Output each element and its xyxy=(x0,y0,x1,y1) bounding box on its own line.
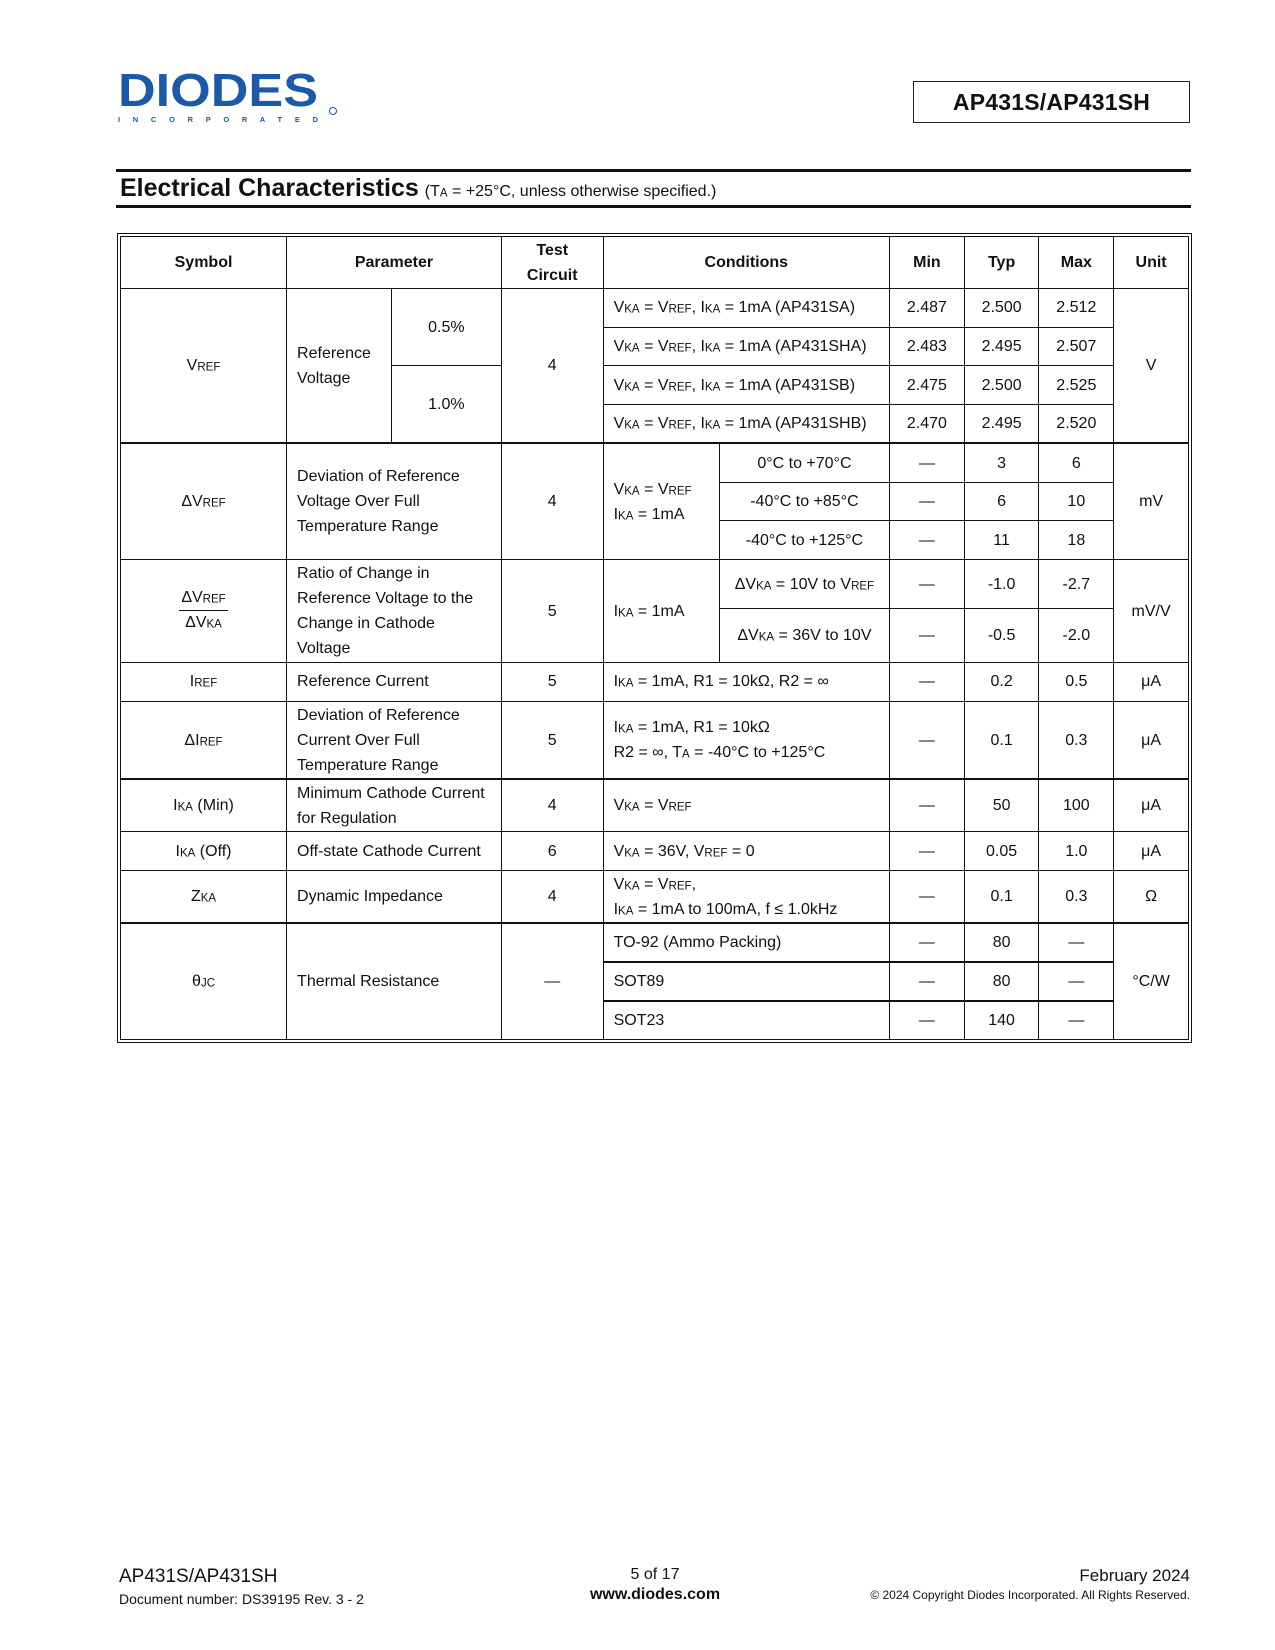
vref-parameter: Reference Voltage xyxy=(287,289,392,444)
ikaoff-typ: 0.05 xyxy=(964,832,1039,871)
theta-typ: 140 xyxy=(964,1001,1039,1040)
dvref-max: 10 xyxy=(1039,482,1114,521)
zka-symbol: $Z_{KA}$ xyxy=(121,871,287,924)
section-rule-bottom xyxy=(116,205,1191,208)
ratio-range: $\Delta V_{KA} = 10V$ to $V_{REF}$ xyxy=(719,560,889,609)
iref-max: 0.5 xyxy=(1039,663,1114,702)
dvref-condition: $V_{KA} = V_{REF}$ $I_{KA} = 1mA$ xyxy=(603,443,719,559)
dvref-symbol: $\Delta V_{REF}$ xyxy=(121,443,287,559)
ratio-min: — xyxy=(890,609,965,663)
footer-copyright: © 2024 Copyright Diodes Incorporated. All Rights Reserved. xyxy=(870,1588,1190,1602)
iref-unit: μA xyxy=(1114,663,1189,702)
footer-page-number: 5 of 17 xyxy=(630,1566,680,1583)
header-parameter: Parameter xyxy=(287,237,502,289)
vref-typ: 2.495 xyxy=(964,327,1039,366)
ratio-max: -2.7 xyxy=(1039,560,1114,609)
ikamin-test-circuit: 4 xyxy=(501,779,603,832)
dvref-range: -40°C to +125°C xyxy=(719,521,889,560)
diref-symbol: $\Delta I_{REF}$ xyxy=(121,701,287,779)
ikamin-parameter: Minimum Cathode Current for Regulation xyxy=(287,779,502,832)
table-row xyxy=(121,701,1189,779)
dvref-max: 18 xyxy=(1039,521,1114,560)
vref-typ: 2.500 xyxy=(964,289,1039,328)
iref-typ: 0.2 xyxy=(964,663,1039,702)
table-row xyxy=(121,779,1189,832)
ikaoff-parameter: Off-state Cathode Current xyxy=(287,832,502,871)
table-row xyxy=(121,663,1189,702)
zka-parameter: Dynamic Impedance xyxy=(287,871,502,924)
ikaoff-condition: $V_{KA} = 36V$, $V_{REF} = 0$ xyxy=(603,832,889,871)
zka-unit: Ω xyxy=(1114,871,1189,924)
footer-document-number: Document number: DS39195 Rev. 3 - 2 xyxy=(119,1591,364,1607)
theta-typ: 80 xyxy=(964,923,1039,962)
vref-max: 2.507 xyxy=(1039,327,1114,366)
vref-unit: V xyxy=(1114,289,1189,444)
electrical-characteristics-table xyxy=(117,233,1192,1043)
ikaoff-max: 1.0 xyxy=(1039,832,1114,871)
ratio-range: $\Delta V_{KA} = 36V$ to 10V xyxy=(719,609,889,663)
ratio-test-circuit: 5 xyxy=(501,560,603,663)
zka-max: 0.3 xyxy=(1039,871,1114,924)
theta-max: — xyxy=(1039,1001,1114,1040)
diref-test-circuit: 5 xyxy=(501,701,603,779)
diref-max: 0.3 xyxy=(1039,701,1114,779)
diodes-logo xyxy=(118,68,340,126)
table-row xyxy=(121,289,1189,328)
logo-wordmark: DIODES xyxy=(118,68,318,116)
dvref-min: — xyxy=(890,482,965,521)
table-header-row xyxy=(121,237,1189,289)
vref-max: 2.520 xyxy=(1039,405,1114,444)
theta-package: SOT23 xyxy=(603,1001,889,1040)
vref-condition: $V_{KA} = V_{REF}$, $I_{KA} = 1mA$ (AP431SHA) xyxy=(603,327,889,366)
ikamin-unit: μA xyxy=(1114,779,1189,832)
header-conditions: Conditions xyxy=(603,237,889,289)
table-row xyxy=(121,871,1189,924)
ratio-max: -2.0 xyxy=(1039,609,1114,663)
header-test-circuit: Test Circuit xyxy=(501,237,603,289)
diref-min: — xyxy=(890,701,965,779)
diref-unit: μA xyxy=(1114,701,1189,779)
theta-typ: 80 xyxy=(964,962,1039,1001)
header-symbol: Symbol xyxy=(121,237,287,289)
ikamin-typ: 50 xyxy=(964,779,1039,832)
iref-condition: $I_{KA} = 1mA$, R1 = 10kΩ, R2 = ∞ xyxy=(603,663,889,702)
table-row xyxy=(121,923,1189,962)
header-unit: Unit xyxy=(1114,237,1189,289)
theta-min: — xyxy=(890,962,965,1001)
diref-condition: $I_{KA} = 1mA$, R1 = 10kΩ R2 = ∞, $T_A = -40^\circ C$ to +125°C xyxy=(603,701,889,779)
ratio-unit: mV/V xyxy=(1114,560,1189,663)
zka-typ: 0.1 xyxy=(964,871,1039,924)
dvref-typ: 3 xyxy=(964,443,1039,482)
vref-symbol: $V_{REF}$ xyxy=(121,289,287,444)
iref-test-circuit: 5 xyxy=(501,663,603,702)
ikamin-min: — xyxy=(890,779,965,832)
diref-typ: 0.1 xyxy=(964,701,1039,779)
header-max: Max xyxy=(1039,237,1114,289)
table-row xyxy=(121,560,1189,609)
part-number-box: AP431S/AP431SH xyxy=(913,81,1190,123)
header-min: Min xyxy=(890,237,965,289)
ratio-typ: -0.5 xyxy=(964,609,1039,663)
dvref-range: -40°C to +85°C xyxy=(719,482,889,521)
iref-symbol: $I_{REF}$ xyxy=(121,663,287,702)
diref-parameter: Deviation of Reference Current Over Full Temperature Range xyxy=(287,701,502,779)
theta-min: — xyxy=(890,1001,965,1040)
vref-condition: $V_{KA} = V_{REF}$, $I_{KA} = 1mA$ (AP431SHB) xyxy=(603,405,889,444)
section-rule-top xyxy=(116,169,1191,172)
dvref-range: 0°C to +70°C xyxy=(719,443,889,482)
dvref-min: — xyxy=(890,521,965,560)
footer-date: February 2024 xyxy=(1079,1566,1190,1585)
ikaoff-min: — xyxy=(890,832,965,871)
footer-website-link[interactable]: www.diodes.com xyxy=(589,1586,721,1603)
vref-max: 2.512 xyxy=(1039,289,1114,328)
theta-package: TO-92 (Ammo Packing) xyxy=(603,923,889,962)
ratio-parameter: Ratio of Change in Reference Voltage to the Change in Cathode Voltage xyxy=(287,560,502,663)
footer-part-number: AP431S/AP431SH xyxy=(119,1566,278,1587)
theta-unit: °C/W xyxy=(1114,923,1189,1039)
ikaoff-test-circuit: 6 xyxy=(501,832,603,871)
ikaoff-symbol: $I_{KA}$ (Off) xyxy=(121,832,287,871)
section-title xyxy=(120,174,716,203)
ratio-condition: $I_{KA} = 1mA$ xyxy=(603,560,719,663)
vref-min: 2.470 xyxy=(890,405,965,444)
theta-symbol: $\theta_{JC}$ xyxy=(121,923,287,1039)
ratio-min: — xyxy=(890,560,965,609)
registered-mark-icon xyxy=(330,108,337,115)
theta-min: — xyxy=(890,923,965,962)
vref-test-circuit: 4 xyxy=(501,289,603,444)
section-title-text: Electrical Characteristics xyxy=(120,174,419,202)
theta-test-circuit: — xyxy=(501,923,603,1039)
section-condition: ($T_A = +25^\circ C$, unless otherwise specified.) xyxy=(424,183,717,200)
vref-typ: 2.495 xyxy=(964,405,1039,444)
vref-min: 2.487 xyxy=(890,289,965,328)
ikamin-symbol: $I_{KA}$ (Min) xyxy=(121,779,287,832)
ikamin-max: 100 xyxy=(1039,779,1114,832)
theta-max: — xyxy=(1039,962,1114,1001)
theta-parameter: Thermal Resistance xyxy=(287,923,502,1039)
dvref-parameter: Deviation of Reference Voltage Over Full Temperature Range xyxy=(287,443,502,559)
theta-max: — xyxy=(1039,923,1114,962)
dvref-typ: 6 xyxy=(964,482,1039,521)
iref-parameter: Reference Current xyxy=(287,663,502,702)
theta-package: SOT89 xyxy=(603,962,889,1001)
ratio-symbol: $\frac{\Delta V_{REF}}{\Delta V_{KA}}$ xyxy=(121,560,287,663)
zka-test-circuit: 4 xyxy=(501,871,603,924)
header-typ: Typ xyxy=(964,237,1039,289)
vref-min: 2.483 xyxy=(890,327,965,366)
dvref-max: 6 xyxy=(1039,443,1114,482)
iref-min: — xyxy=(890,663,965,702)
dvref-typ: 11 xyxy=(964,521,1039,560)
dvref-min: — xyxy=(890,443,965,482)
ikaoff-unit: μA xyxy=(1114,832,1189,871)
vref-min: 2.475 xyxy=(890,366,965,405)
vref-tolerance-b: 1.0% xyxy=(391,366,501,443)
ikamin-condition: $V_{KA} = V_{REF}$ xyxy=(603,779,889,832)
ratio-typ: -1.0 xyxy=(964,560,1039,609)
dvref-unit: mV xyxy=(1114,443,1189,559)
table-row xyxy=(121,832,1189,871)
vref-max: 2.525 xyxy=(1039,366,1114,405)
dvref-test-circuit: 4 xyxy=(501,443,603,559)
zka-min: — xyxy=(890,871,965,924)
vref-tolerance-a: 0.5% xyxy=(391,289,501,366)
zka-condition: $V_{KA} = V_{REF}$, $I_{KA} = 1mA$ to 100mA, f ≤ 1.0kHz xyxy=(603,871,889,924)
logo-subtext: I N C O R P O R A T E D xyxy=(118,115,318,124)
vref-typ: 2.500 xyxy=(964,366,1039,405)
table-row xyxy=(121,443,1189,482)
vref-condition: $V_{KA} = V_{REF}$, $I_{KA} = 1mA$ (AP431SA) xyxy=(603,289,889,328)
vref-condition: $V_{KA} = V_{REF}$, $I_{KA} = 1mA$ (AP431SB) xyxy=(603,366,889,405)
